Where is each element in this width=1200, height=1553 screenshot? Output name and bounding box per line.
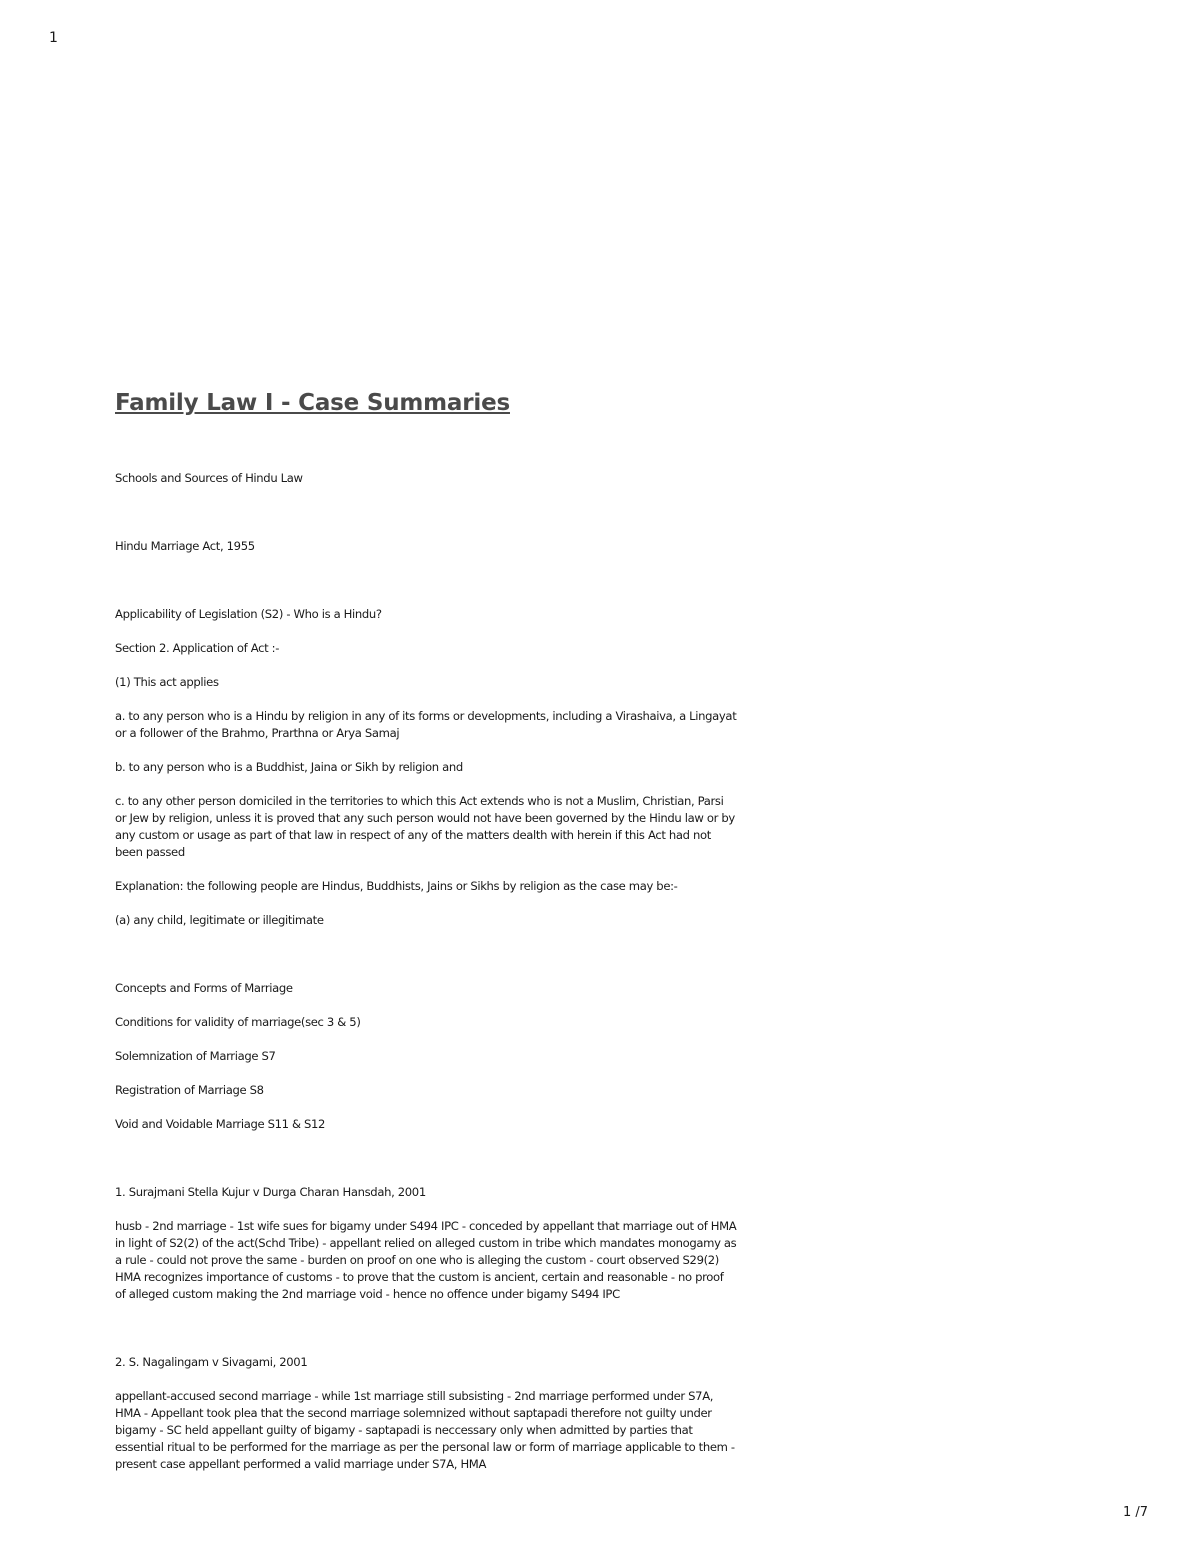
heading-registration: Registration of Marriage S8	[115, 1083, 264, 1097]
explanation: Explanation: the following people are Hindus, Buddhists, Jains or Sikhs by religion as the case may be:-	[115, 879, 678, 893]
page-counter: 1 /7	[1122, 1505, 1148, 1520]
page-number-top: 1	[49, 30, 58, 46]
heading-concepts-forms: Concepts and Forms of Marriage	[115, 981, 293, 995]
clause-c: c. to any other person domiciled in the territories to which this Act extends who is not a Muslim, Christian, Parsi or Jew by religion, unless it is proved that any such person would not have been governed by the Hindu law or by any custom or usage as part of that law in respect of any of the matters dealth with herein if this Act had not been passed	[115, 794, 735, 859]
clause-a: a. to any person who is a Hindu by religion in any of its forms or developments, including a Virashaiva, a Lingayat or a follower of the Brahmo, Prarthna or Arya Samaj	[115, 709, 737, 740]
case-2-summary: appellant-accused second marriage - while 1st marriage still subsisting - 2nd marriage performed under S7A, HMA - Appellant took plea that the second marriage solemnized without saptapadi therefore not guilty under bigamy - SC held appellant guilty of bigamy - saptapadi is neccessary only when admitted by parties that essential ritual to be performed for the marriage as per the personal law or form of marriage applicable to them - present case appellant performed a valid marriage under S7A, HMA	[115, 1389, 735, 1471]
case-1-summary: husb - 2nd marriage - 1st wife sues for bigamy under S494 IPC - conceded by appellant that marriage out of HMA in light of S2(2) of the act(Schd Tribe) - appellant relied on alleged custom in tribe which mandates monogamy as a rule - could not prove the same - burden on proof on one who is alleging the custom - court observed S29(2) HMA recognizes importance of customs - to prove that the custom is ancient, certain and reasonable - no proof of alleged custom making the 2nd marriage void - hence no offence under bigamy S494 IPC	[115, 1219, 737, 1301]
case-1-title: 1. Surajmani Stella Kujur v Durga Charan Hansdah, 2001	[115, 1185, 426, 1199]
heading-applicability: Applicability of Legislation (S2) - Who is a Hindu?	[115, 607, 382, 621]
clause-b: b. to any person who is a Buddhist, Jaina or Sikh by religion and	[115, 760, 463, 774]
case-2-title: 2. S. Nagalingam v Sivagami, 2001	[115, 1355, 308, 1369]
explanation-a: (a) any child, legitimate or illegitimate	[115, 913, 324, 927]
section-2-heading: Section 2. Application of Act :-	[115, 641, 280, 655]
heading-conditions-validity: Conditions for validity of marriage(sec 3 & 5)	[115, 1015, 361, 1029]
heading-hindu-marriage-act: Hindu Marriage Act, 1955	[115, 539, 255, 553]
heading-schools-sources: Schools and Sources of Hindu Law	[115, 471, 303, 485]
document-body	[115, 388, 737, 1473]
document-title: Family Law I - Case Summaries	[115, 390, 510, 416]
heading-void-voidable: Void and Voidable Marriage S11 & S12	[115, 1117, 326, 1131]
clause-1: (1) This act applies	[115, 675, 219, 689]
heading-solemnization: Solemnization of Marriage S7	[115, 1049, 276, 1063]
